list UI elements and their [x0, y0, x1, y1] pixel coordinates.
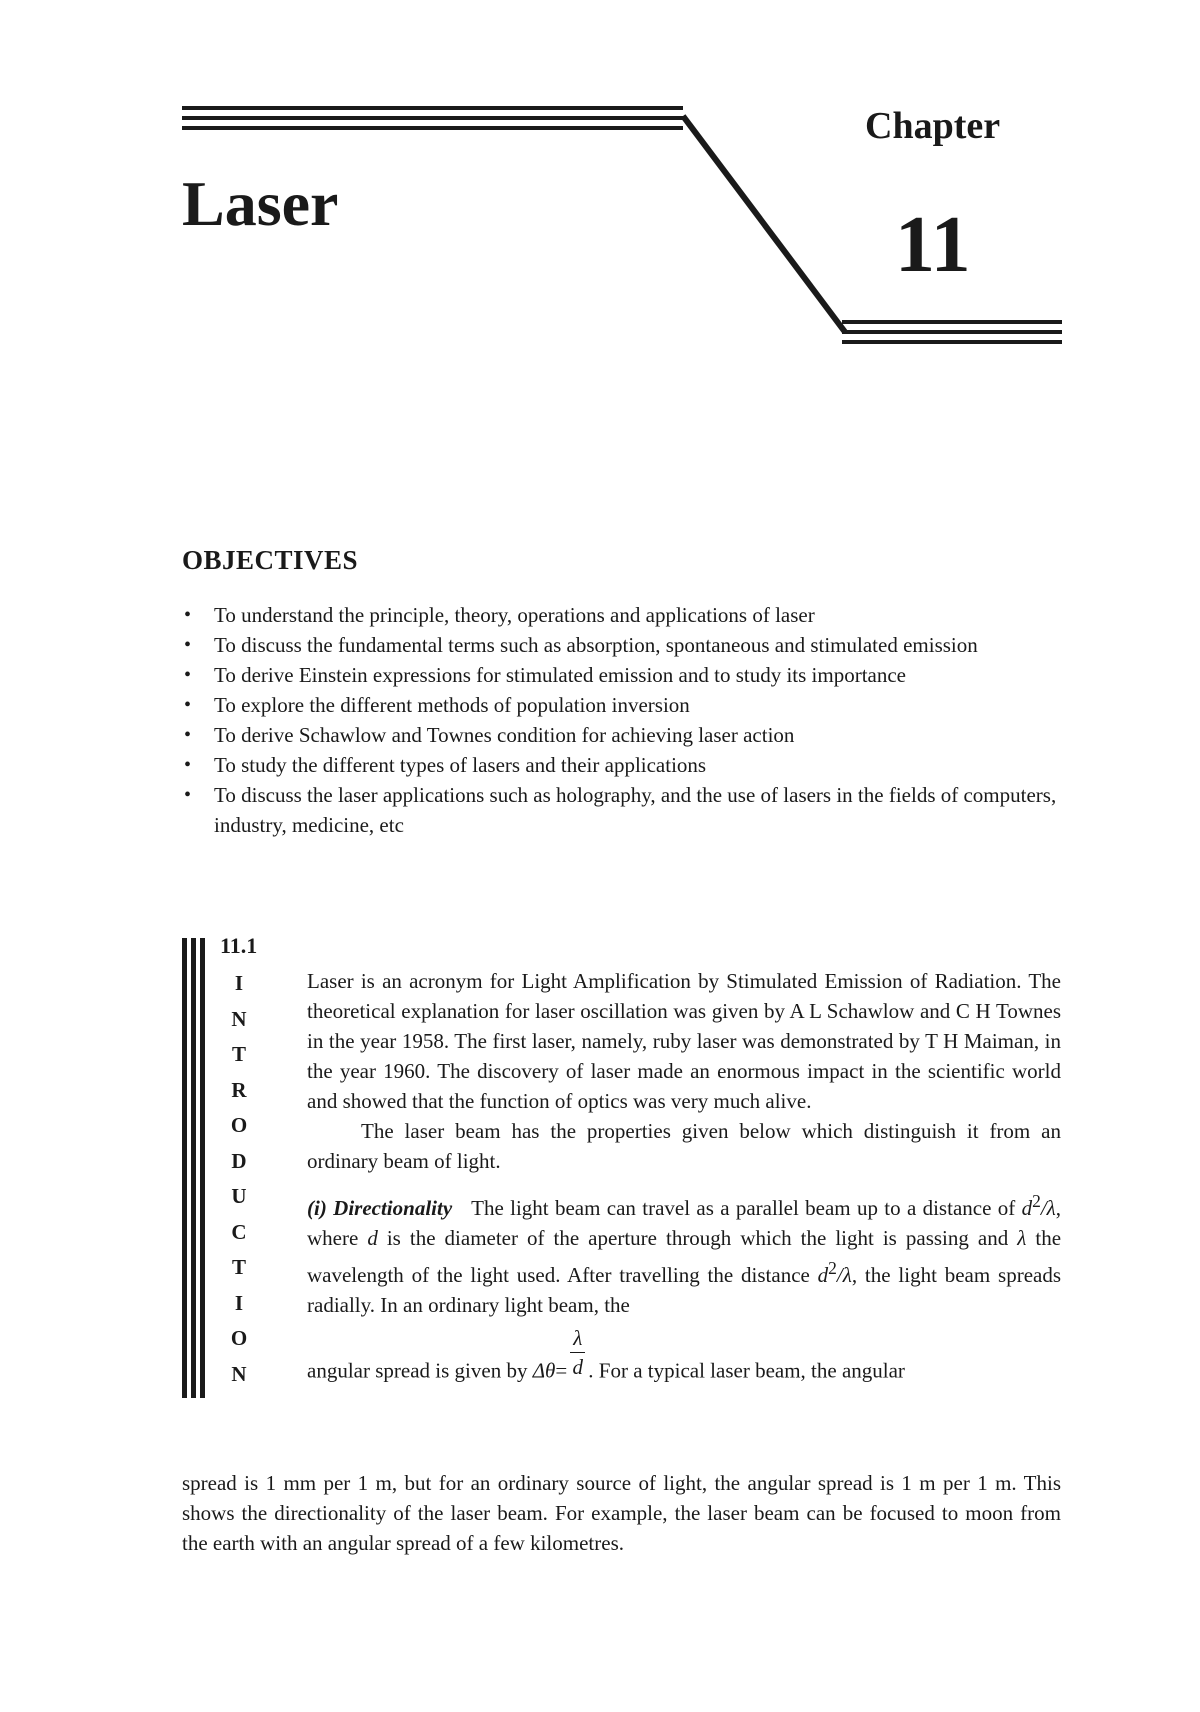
objective-item: • To discuss the laser applications such as holography, and the use of lasers in the fields of computers, industry, medicine, etc [182, 780, 1062, 840]
objectives-list [182, 600, 1062, 840]
intro-paragraph: Laser is an acronym for Light Amplification by Stimulated Emission of Radiation. The theoretical explanation for laser oscillation was given by A L Schawlow and C H Townes in the year 1958. The first laser, namely, ruby laser was demonstrated by T H Maiman, in the year 1960. The discovery of laser made an enormous impact in the scientific world and showed that the function of optics was very much alive. [307, 969, 1061, 1113]
chapter-header-rule [0, 0, 1200, 400]
side-letter: T [231, 1042, 246, 1066]
section-side-title [226, 966, 252, 1392]
directionality-continuation: spread is 1 mm per 1 m, but for an ordinary source of light, the angular spread is 1 m per 1 m. This shows the directionality of the laser beam. For example, the laser beam can be focused to moon from the earth with an angular spread of a few kilometres. [182, 1471, 1061, 1555]
section-body [307, 966, 1062, 1383]
objective-item: • To discuss the fundamental terms such as absorption, spontaneous and stimulated emission [182, 630, 1062, 660]
side-letter: T [231, 1255, 246, 1279]
side-letter: O [230, 1113, 248, 1137]
angular-spread-formula-line: angular spread is given by Δθ= $\frac{\lambda}{d}$ . For a typical laser beam, the angular [307, 1326, 905, 1383]
side-letter: D [231, 1148, 247, 1173]
directionality-heading: (i) Directionality [307, 1196, 453, 1220]
objective-item: • To understand the principle, theory, operations and applications of laser [182, 600, 1062, 630]
section-side-bars [182, 938, 206, 1398]
side-letter: C [231, 1219, 247, 1244]
chapter-number: 11 [895, 201, 971, 289]
objectives-heading: OBJECTIVES [182, 545, 359, 575]
side-letter: I [234, 971, 244, 995]
lambda-over-d-fraction: $\frac{\lambda}{d}$ [570, 1324, 585, 1381]
objective-item: • To derive Einstein expressions for stimulated emission and to study its importance [182, 660, 1062, 690]
side-letter: I [234, 1290, 244, 1315]
side-letter: O [230, 1326, 248, 1350]
objective-item: • To derive Schawlow and Townes condition for achieving laser action [182, 720, 1062, 750]
side-letter: N [231, 1006, 247, 1031]
side-letter: N [231, 1361, 247, 1386]
side-letter: U [231, 1184, 247, 1208]
chapter-label: Chapter [865, 105, 1001, 147]
properties-paragraph: The laser beam has the properties given below which distinguish it from an ordinary beam of light. [307, 1119, 1061, 1173]
side-letter: R [231, 1077, 247, 1102]
section-number: 11.1 [220, 933, 258, 958]
delta-theta: Δθ [532, 1358, 556, 1383]
directionality-paragraph: (i) Directionality The light beam can travel as a parallel beam up to a distance of $d^2/\lambda$, where d is the diameter of the aperture through which the light is passing and λ the wavelength of the light used. After travelling the distance $d^2/\lambda$, the light beam spreads radially. In an ordinary light beam, the [307, 1191, 1062, 1317]
objective-item: • To explore the different methods of population inversion [182, 690, 1062, 720]
objective-item: • To study the different types of lasers and their applications [182, 750, 1062, 780]
chapter-title: Laser [182, 168, 339, 239]
